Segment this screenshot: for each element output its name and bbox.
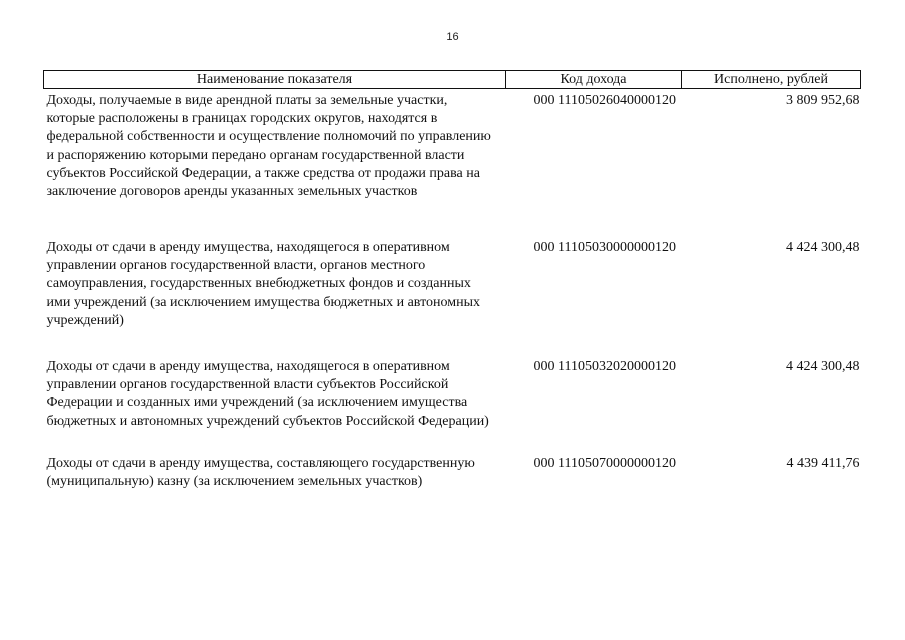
revenue-code: 000 11105030000000120 xyxy=(533,240,676,255)
executed-amount: 4 439 411,76 xyxy=(786,456,860,471)
indicator-name: Доходы от сдачи в аренду имущества, находящегося в оперативном управлении органов государственной власти, органов местного самоуправления, государственных внебюджетных фондов и созданных ими учреждений (за исключением имущества бюджетных и автономных учреждений) xyxy=(46,240,480,328)
table-row xyxy=(44,89,861,238)
executed-amount: 4 424 300,48 xyxy=(786,359,860,374)
table-row xyxy=(44,237,861,356)
indicator-name: Доходы, получаемые в виде арендной платы за земельные участки, которые расположены в границах городских округов, находятся в федеральной собственности и осуществление полномочий по управлению и распоряжению которыми передано органам государственной власти субъектов Российской Федерации, а также средства от продажи права на заключение договоров аренды указанных земельных участков xyxy=(46,93,491,200)
table-row xyxy=(44,453,861,515)
indicator-name: Доходы от сдачи в аренду имущества, находящегося в оперативном управлении органов государственной власти субъектов Российской Федерации и созданных ими учреждений (за исключением имущества бюджетных и автономных учреждений субъектов Российской Федерации) xyxy=(46,359,489,429)
header-indicator-name: Наименование показателя xyxy=(44,71,506,89)
executed-amount: 3 809 952,68 xyxy=(786,93,860,108)
header-revenue-code: Код дохода xyxy=(506,71,682,89)
revenue-code: 000 11105032020000120 xyxy=(533,359,676,374)
table-header-row xyxy=(44,71,861,89)
executed-amount: 4 424 300,48 xyxy=(786,240,860,255)
revenue-code: 000 11105070000000120 xyxy=(533,456,676,471)
page-number: 16 xyxy=(446,31,459,43)
table-row xyxy=(44,356,861,453)
header-executed-amount: Исполнено, рублей xyxy=(682,71,861,89)
indicator-name: Доходы от сдачи в аренду имущества, составляющего государственную (муниципальную) казну (за исключением земельных участков) xyxy=(46,456,475,490)
revenue-table xyxy=(43,70,861,515)
revenue-code: 000 11105026040000120 xyxy=(533,93,676,108)
